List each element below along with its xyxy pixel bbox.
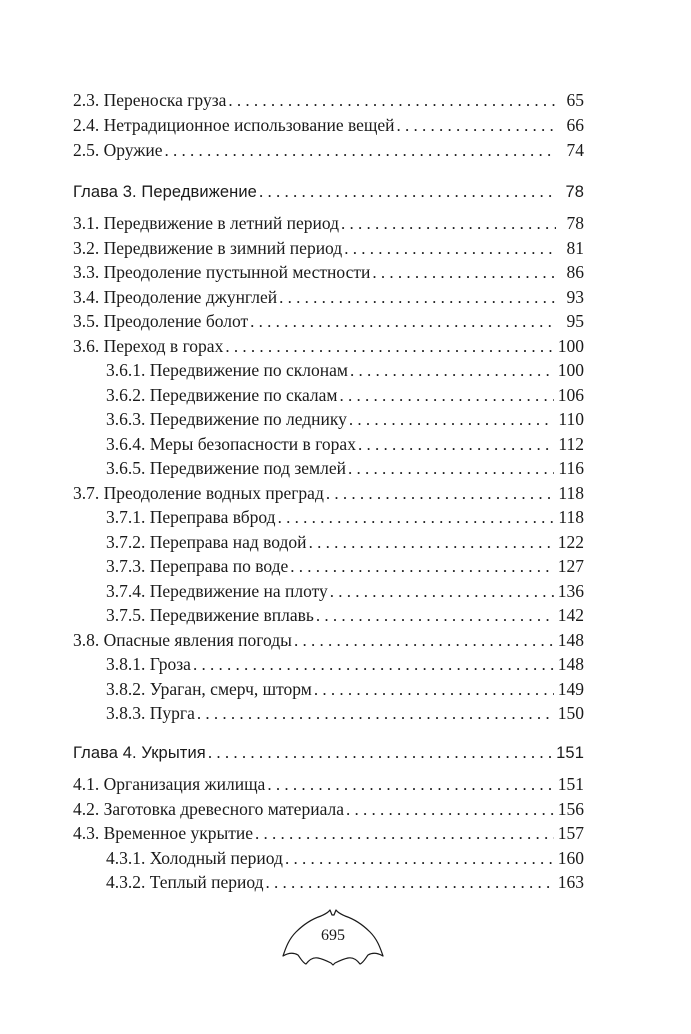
toc-leader-dots — [228, 89, 556, 113]
toc-leader-dots — [294, 629, 554, 653]
toc-subentry — [106, 530, 584, 554]
toc-entry-page: 142 — [557, 605, 584, 625]
toc-entry-title: 4.3.1. Холодный период — [106, 847, 283, 868]
toc-leader-dots — [208, 741, 552, 765]
toc-entry-page: 136 — [557, 580, 584, 601]
toc-entry-title: 2.4. Нетрадиционное использование вещей — [73, 115, 395, 135]
toc-subentry — [106, 456, 584, 480]
toc-subentry — [106, 383, 584, 407]
toc-entry-title: 3.2. Передвижение в зимний период — [73, 237, 343, 258]
toc-entry-title: 3.7.2. Переправа над водой — [106, 531, 307, 552]
toc-entry-title: 3.5. Преодоление болот — [73, 311, 249, 331]
toc-leader-dots — [326, 482, 555, 506]
toc-chapter-entry — [73, 741, 584, 765]
toc-leader-dots — [255, 822, 554, 846]
toc-entry-page: 150 — [557, 703, 584, 723]
toc-leader-dots — [250, 310, 556, 334]
toc-subentry — [106, 579, 584, 603]
toc-leader-dots — [309, 531, 554, 555]
page-footer — [277, 906, 389, 966]
toc-entry — [73, 138, 584, 162]
toc-chapter-entry — [73, 180, 584, 204]
toc-leader-dots — [279, 286, 556, 310]
toc-entry-page: 163 — [557, 872, 584, 892]
toc-entry-title: 3.7. Преодоление водных преград — [73, 482, 324, 503]
toc-entry-title: 3.6.1. Передвижение по склонам — [106, 360, 348, 380]
toc-leader-dots — [358, 433, 554, 457]
toc-entry-page: 86 — [566, 262, 584, 282]
toc-entry-page: 148 — [557, 654, 584, 674]
toc-entry-page: 100 — [557, 360, 584, 380]
toc-leader-dots — [197, 702, 554, 726]
toc-entry-title: 3.6.3. Передвижение по леднику — [106, 409, 347, 429]
toc-entry-title: 3.1. Передвижение в летний период — [73, 213, 340, 233]
toc-entry-page: 95 — [566, 311, 584, 331]
toc-leader-dots — [397, 114, 557, 138]
toc-entry — [73, 211, 584, 235]
toc-subentry — [106, 652, 584, 676]
toc-leader-dots — [259, 180, 556, 204]
toc-entry — [73, 236, 584, 260]
toc-entry — [73, 797, 584, 821]
toc-entry-title: 3.7.5. Передвижение вплавь — [106, 605, 314, 625]
toc-leader-dots — [267, 773, 553, 797]
toc-entry-page: 148 — [557, 629, 584, 650]
toc-entry-title: 3.7.1. Переправа вброд — [106, 507, 276, 527]
toc-entry-page: 66 — [566, 115, 584, 135]
toc-leader-dots — [193, 653, 554, 677]
toc-entry-title: 4.3.2. Теплый период — [106, 872, 264, 892]
toc-entry-title: 3.6.2. Передвижение по скалам — [106, 384, 338, 405]
toc-entry-page: 127 — [557, 556, 584, 576]
toc-subentry — [106, 407, 584, 431]
toc-subentry — [106, 870, 584, 894]
toc-entry-page: 93 — [566, 286, 584, 307]
toc-chapter-title: Глава 4. Укрытия — [73, 744, 206, 762]
toc-entry-title: 4.2. Заготовка древесного материала — [73, 798, 344, 819]
toc-entry-page: 65 — [566, 90, 584, 110]
toc-entry-title: 3.6. Переход в горах — [73, 335, 224, 356]
toc-entry — [73, 309, 584, 333]
toc-entry-page: 78 — [565, 183, 584, 201]
toc-entry-page: 116 — [558, 458, 584, 478]
toc-leader-dots — [348, 457, 554, 481]
toc-entry-page: 151 — [556, 744, 584, 762]
toc-entry — [73, 821, 584, 845]
toc-entry-page: 118 — [558, 482, 584, 503]
toc-entry-page: 74 — [566, 140, 584, 160]
toc-entry — [73, 772, 584, 796]
toc-entry — [73, 260, 584, 284]
toc-entry-title: 3.8.2. Ураган, смерч, шторм — [106, 678, 312, 699]
toc-leader-dots — [350, 359, 554, 383]
toc-entry-title: 2.5. Оружие — [73, 140, 163, 160]
toc-subentry — [106, 603, 584, 627]
toc-leader-dots — [165, 139, 556, 163]
toc-entry — [73, 285, 584, 309]
toc-leader-dots — [225, 335, 553, 359]
toc-leader-dots — [316, 604, 554, 628]
toc-entry — [73, 481, 584, 505]
toc-leader-dots — [344, 237, 556, 261]
toc-entry-title: 3.3. Преодоление пустынной местности — [73, 262, 371, 282]
toc-entry-title: 3.6.4. Меры безопасности в горах — [106, 433, 356, 454]
toc-leader-dots — [339, 384, 553, 408]
toc-subentry — [106, 432, 584, 456]
toc-entry-title: 3.8. Опасные явления погоды — [73, 629, 292, 650]
toc-entry-page: 122 — [557, 531, 584, 552]
toc-leader-dots — [266, 871, 554, 895]
toc-leader-dots — [330, 580, 554, 604]
toc-subentry — [106, 358, 584, 382]
toc-subentry — [106, 677, 584, 701]
toc-leader-dots — [346, 798, 554, 822]
toc-subentry — [106, 505, 584, 529]
toc-subentry — [106, 846, 584, 870]
toc-entry-page: 118 — [558, 507, 584, 527]
toc-entry — [73, 88, 584, 112]
toc-entry-title: 3.7.3. Переправа по воде — [106, 556, 289, 576]
toc-entry-title: 3.8.3. Пурга — [106, 703, 195, 723]
toc-leader-dots — [349, 408, 555, 432]
toc-leader-dots — [314, 678, 554, 702]
toc-entry-page: 81 — [566, 237, 584, 258]
toc-leader-dots — [278, 506, 555, 530]
toc-entry-title: 3.4. Преодоление джунглей — [73, 286, 278, 307]
toc-entry-page: 110 — [558, 409, 584, 429]
toc-entry-title: 4.1. Организация жилища — [73, 774, 266, 794]
toc-leader-dots — [285, 847, 554, 871]
toc-entry — [73, 628, 584, 652]
toc-entry-page: 149 — [557, 678, 584, 699]
page-number: 695 — [321, 927, 345, 944]
toc-subentry — [106, 701, 584, 725]
toc-entry-title: 2.3. Переноска груза — [73, 90, 227, 110]
toc-entry-page: 157 — [557, 823, 584, 843]
toc-entry-page: 156 — [557, 798, 584, 819]
toc-leader-dots — [372, 261, 556, 285]
toc-leader-dots — [341, 212, 556, 236]
toc-entry — [73, 113, 584, 137]
toc-entry-page: 112 — [558, 433, 584, 454]
toc-entry-title: 3.7.4. Передвижение на плоту — [106, 580, 328, 601]
toc-leader-dots — [290, 555, 553, 579]
toc-entry-title: 3.6.5. Передвижение под землей — [106, 458, 346, 478]
toc-entry-page: 160 — [557, 847, 584, 868]
toc-entry — [73, 334, 584, 358]
toc-entry-title: 3.8.1. Гроза — [106, 654, 191, 674]
toc-chapter-title: Глава 3. Передвижение — [73, 183, 257, 201]
toc-entry-title: 4.3. Временное укрытие — [73, 823, 254, 843]
toc-entry-page: 106 — [557, 384, 584, 405]
toc-entry-page: 151 — [557, 774, 584, 794]
toc-entry-page: 100 — [557, 335, 584, 356]
toc-entry-page: 78 — [566, 213, 584, 233]
toc-subentry — [106, 554, 584, 578]
